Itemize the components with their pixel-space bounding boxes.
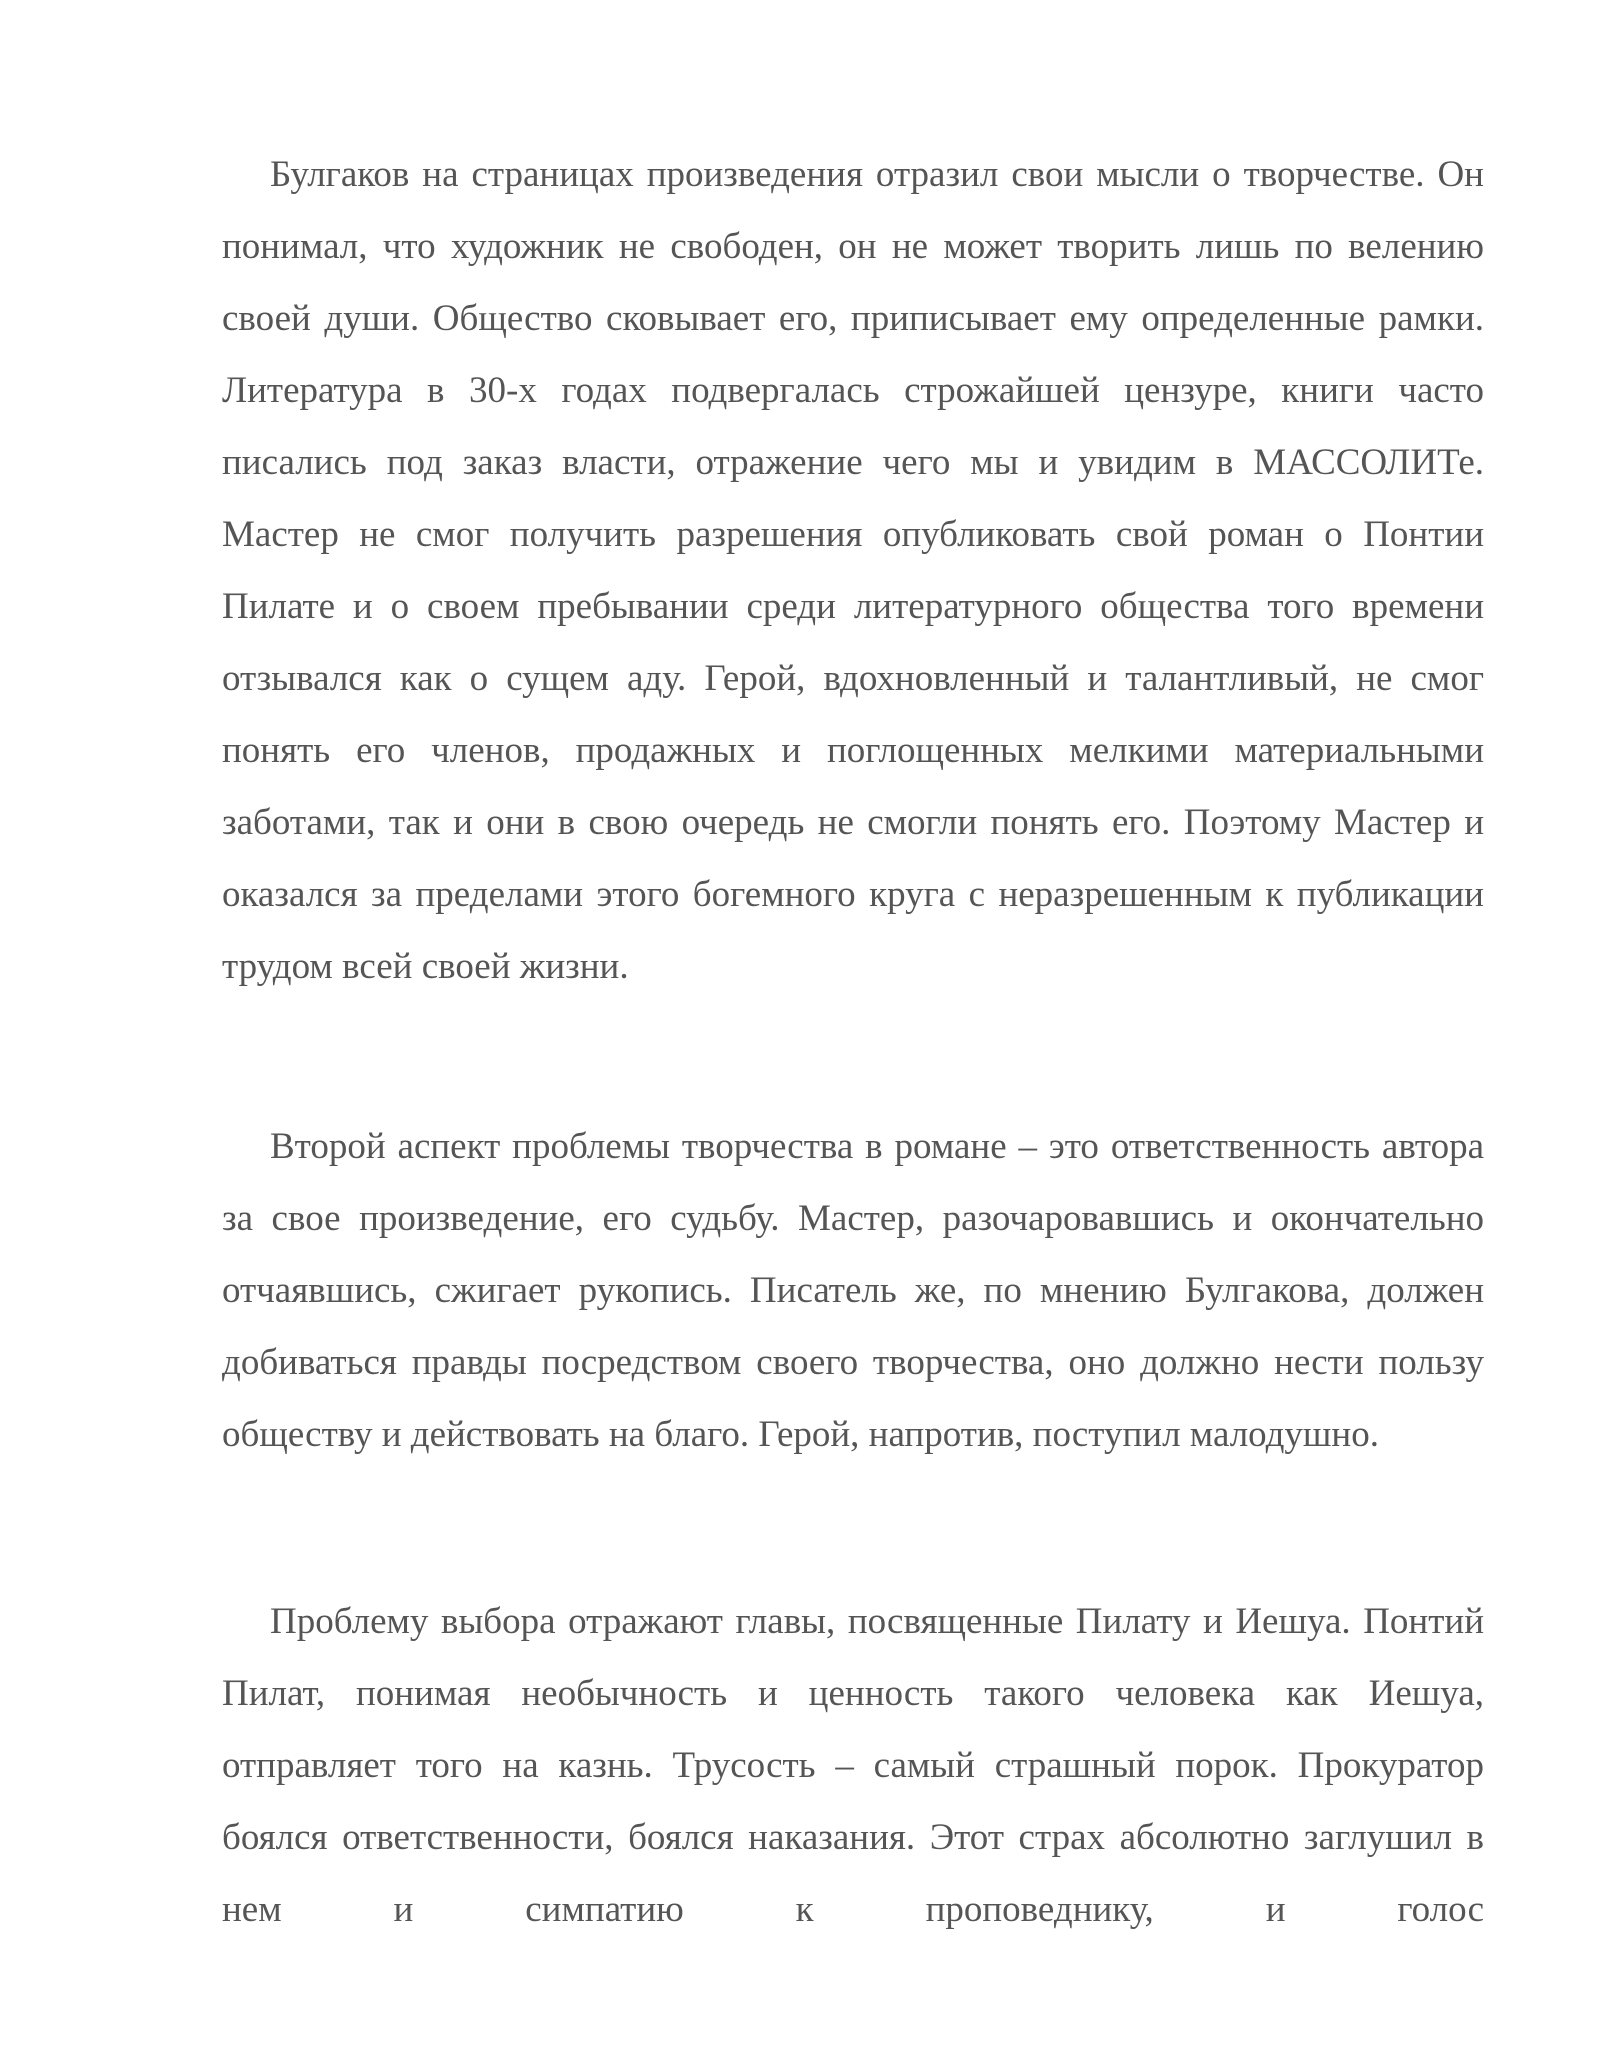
paragraph-2-text: Второй аспект проблемы творчества в романе – это ответственность автора за свое произведение, его судьбу. Мастер, разочаровавшись и окончательно отчаявшись, сжигает рукопись. Писатель же, по мнению Булгакова, должен добиваться правды посредством своего творчества, оно должно нести пользу обществу и действовать на благо. Герой, напротив, поступил малодушно.	[222, 1126, 1484, 1455]
paragraph-1-text: Булгаков на страницах произведения отразил свои мысли о творчестве. Он понимал, что художник не свободен, он не может творить лишь по велению своей души. Общество сковывает его, приписывает ему определенные рамки. Литература в 30-х годах подвергалась строжайшей цензуре, книги часто писались под заказ власти, отражение чего мы и увидим в МАССОЛИТе. Мастер не смог получить разрешения опубликовать свой роман о Понтии Пилате и о своем пребывании среди литературного общества того времени отзывался как о сущем аду. Герой, вдохновленный и талантливый, не смог понять его членов, продажных и поглощенных мелкими материальными заботами, так и они в свою очередь не смогли понять его. Поэтому Мастер и оказался за пределами этого богемного круга с неразрешенным к публикации трудом всей своей жизни.	[222, 154, 1484, 987]
paragraph-1	[222, 139, 1484, 1003]
paragraph-2	[222, 1111, 1484, 1471]
paragraph-3	[222, 1586, 1484, 1946]
paragraph-3-text: Проблему выбора отражают главы, посвященные Пилату и Иешуа. Понтий Пилат, понимая необычность и ценность такого человека как Иешуа, отправляет того на казнь. Трусость – самый страшный порок. Прокуратор боялся ответственности, боялся наказания. Этот страх абсолютно заглушил в нем и симпатию к проповеднику, и голос	[222, 1601, 1484, 1930]
